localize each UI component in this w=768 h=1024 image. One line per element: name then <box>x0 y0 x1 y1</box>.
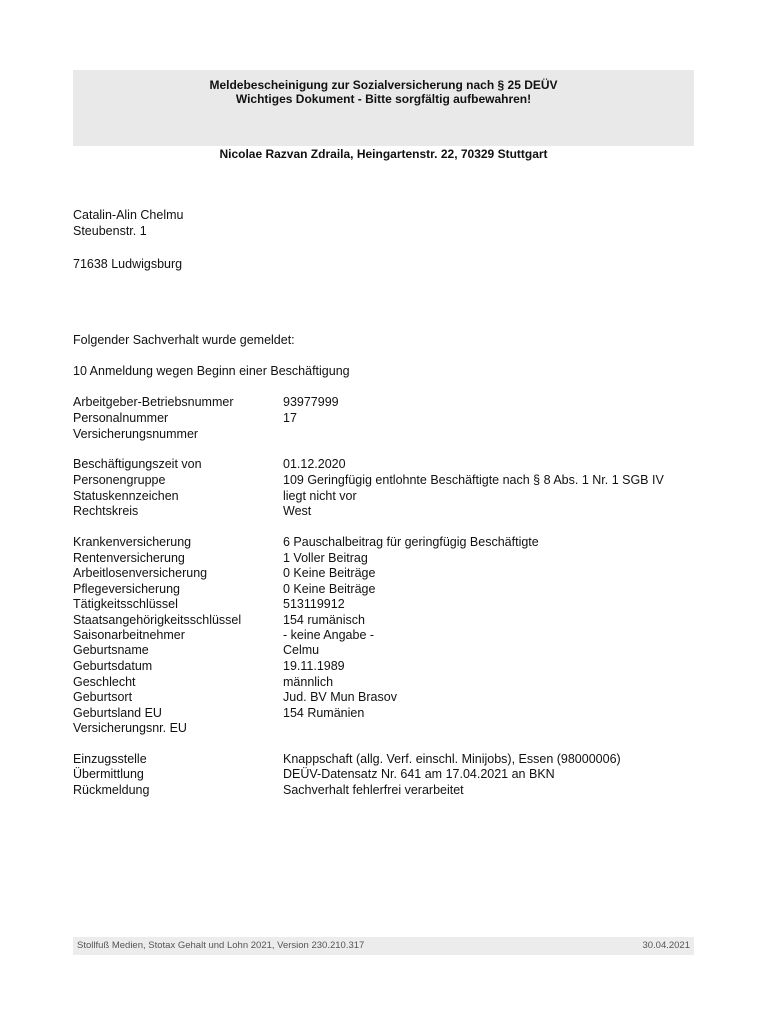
footer-software: Stollfuß Medien, Stotax Gehalt und Lohn 2021, Version 230.210.317 <box>77 940 365 951</box>
field-value: 154 rumänisch <box>283 613 365 627</box>
field-row <box>73 597 694 612</box>
field-label: Geschlecht <box>73 675 136 689</box>
field-value: Celmu <box>283 643 320 657</box>
field-label: Saisonarbeitnehmer <box>73 628 185 642</box>
field-label: Versicherungsnummer <box>73 427 199 441</box>
field-row <box>73 628 694 643</box>
field-label: Beschäftigungszeit von <box>73 457 202 471</box>
field-label: Rentenversicherung <box>73 551 185 565</box>
field-value: Jud. BV Mun Brasov <box>283 690 397 704</box>
field-label: Übermittlung <box>73 767 144 781</box>
field-label: Staatsangehörigkeitsschlüssel <box>73 613 242 627</box>
field-label: Personengruppe <box>73 473 166 487</box>
field-value: 17 <box>283 411 297 425</box>
field-value: 93977999 <box>283 395 339 409</box>
field-value: 0 Keine Beiträge <box>283 582 376 596</box>
document-subtitle: Wichtiges Dokument - Bitte sorgfältig aufbewahren! <box>235 92 532 106</box>
field-value: 0 Keine Beiträge <box>283 566 376 580</box>
field-label: Arbeitlosenversicherung <box>73 566 208 580</box>
field-value: Sachverhalt fehlerfrei verarbeitet <box>283 783 464 797</box>
employer-line: Nicolae Razvan Zdraila, Heingartenstr. 22, 70329 Stuttgart <box>219 147 548 161</box>
field-label: Krankenversicherung <box>73 535 192 549</box>
intro-text: Folgender Sachverhalt wurde gemeldet: <box>73 333 295 347</box>
document-title: Meldebescheinigung zur Sozialversicherung nach § 25 DEÜV <box>209 78 558 92</box>
field-row <box>73 643 694 658</box>
field-label: Pflegeversicherung <box>73 582 181 596</box>
field-row <box>73 582 694 597</box>
field-value: 513119912 <box>283 597 345 611</box>
footer-date: 30.04.2021 <box>642 940 690 951</box>
field-value: 19.11.1989 <box>283 659 345 673</box>
recipient-city: 71638 Ludwigsburg <box>73 257 183 271</box>
field-row <box>73 427 694 442</box>
field-label: Statuskennzeichen <box>73 489 179 503</box>
field-label: Geburtsland EU <box>73 706 162 720</box>
field-row <box>73 721 694 736</box>
field-value: 1 Voller Beitrag <box>283 551 368 565</box>
field-row <box>73 659 694 674</box>
field-row <box>73 473 694 488</box>
field-value: 6 Pauschalbeitrag für geringfügig Beschäftigte <box>283 535 539 549</box>
field-value: 154 Rumänien <box>283 706 365 720</box>
field-label: Rückmeldung <box>73 783 150 797</box>
field-value: Knappschaft (allg. Verf. einschl. Minijobs), Essen (98000006) <box>283 752 621 766</box>
field-value: - keine Angabe - <box>283 628 375 642</box>
field-row <box>73 535 694 550</box>
field-label: Geburtsdatum <box>73 659 153 673</box>
field-row <box>73 690 694 705</box>
field-label: Rechtskreis <box>73 504 139 518</box>
field-value: 109 Geringfügig entlohnte Beschäftigte nach § 8 Abs. 1 Nr. 1 SGB IV <box>283 473 664 487</box>
field-label: Personalnummer <box>73 411 169 425</box>
field-label: Tätigkeitsschlüssel <box>73 597 178 611</box>
field-value: West <box>283 504 312 518</box>
field-row <box>73 457 694 472</box>
field-row <box>73 706 694 721</box>
field-label: Versicherungsnr. EU <box>73 721 187 735</box>
footer-bar <box>73 937 694 955</box>
field-row <box>73 783 694 798</box>
field-row <box>73 489 694 504</box>
field-row <box>73 551 694 566</box>
field-row <box>73 675 694 690</box>
field-label: Geburtsort <box>73 690 133 704</box>
field-row <box>73 752 694 767</box>
field-value: liegt nicht vor <box>283 489 357 503</box>
field-row <box>73 613 694 628</box>
recipient-name: Catalin-Alin Chelmu <box>73 208 184 222</box>
field-value: DEÜV-Datensatz Nr. 641 am 17.04.2021 an BKN <box>283 767 555 781</box>
field-row <box>73 395 694 410</box>
field-value: männlich <box>283 675 334 689</box>
field-value: 01.12.2020 <box>283 457 346 471</box>
field-row <box>73 566 694 581</box>
report-reason: 10 Anmeldung wegen Beginn einer Beschäftigung <box>73 364 350 378</box>
field-row <box>73 411 694 426</box>
field-label: Geburtsname <box>73 643 149 657</box>
field-label: Einzugsstelle <box>73 752 147 766</box>
field-label: Arbeitgeber-Betriebsnummer <box>73 395 234 409</box>
field-row <box>73 767 694 782</box>
recipient-street: Steubenstr. 1 <box>73 224 147 238</box>
field-row <box>73 504 694 519</box>
